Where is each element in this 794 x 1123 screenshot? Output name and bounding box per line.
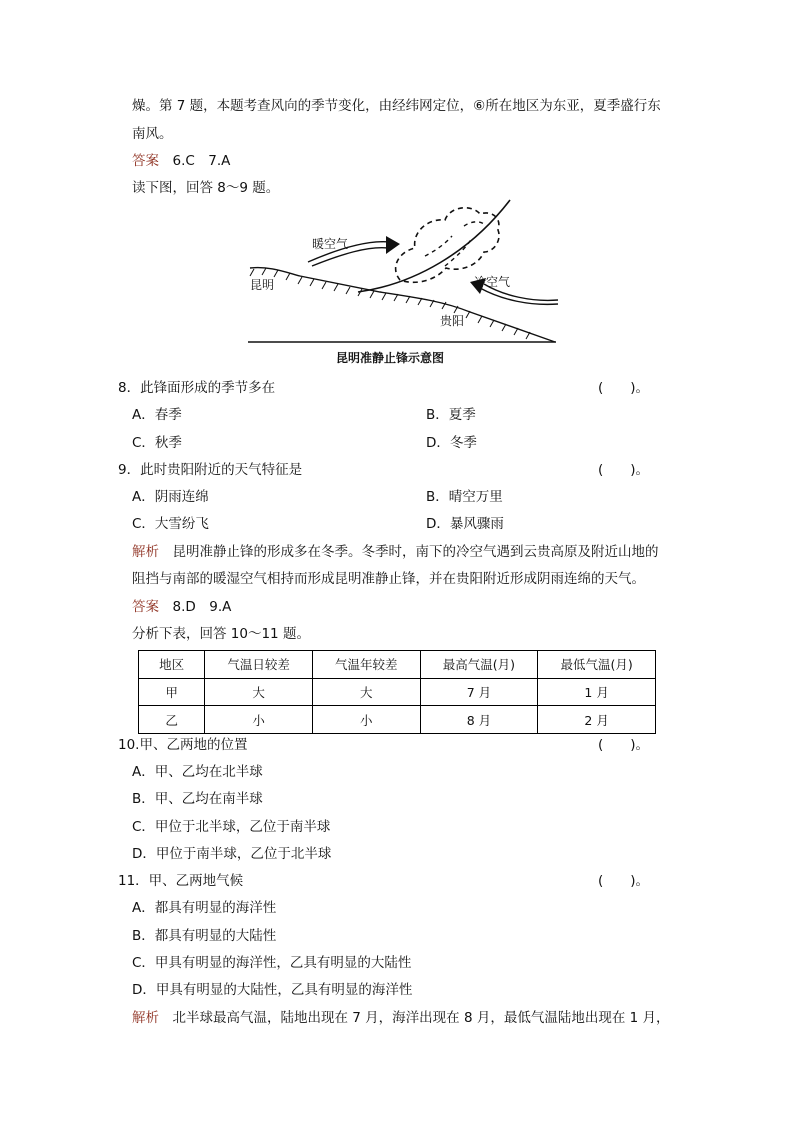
table-cell: 甲 (139, 678, 205, 706)
table-cell: 1 月 (538, 678, 656, 706)
table-cell: 大 (205, 678, 313, 706)
guiyang-label: 贵阳 (440, 314, 465, 328)
cloud-outline (396, 208, 499, 283)
analysis-prev-line-2: 南风。 (132, 126, 173, 142)
table-cell: 大 (312, 678, 420, 706)
table-header-cell: 最低气温(月) (538, 651, 656, 679)
table-header-cell: 气温日较差 (205, 651, 313, 679)
answer-line-2 (132, 597, 231, 617)
question-9-option-d: D．暴风骤雨 (426, 516, 504, 532)
question-9-stem: 9．此时贵阳附近的天气特征是 (118, 462, 303, 478)
answer-value: 6.C 7.A (172, 153, 231, 169)
table-instruction: 分析下表，回答 10～11 题。 (132, 626, 310, 642)
question-11-option-c: C．甲具有明显的海洋性，乙具有明显的大陆性 (132, 955, 412, 971)
question-8-option-d: D．冬季 (426, 435, 477, 451)
table-header-cell: 最高气温(月) (420, 651, 538, 679)
table-cell: 2 月 (538, 706, 656, 734)
climate-table (138, 650, 656, 734)
question-9-option-a: A．阴雨连绵 (132, 489, 209, 505)
table-header-row (139, 651, 656, 679)
question-10-stem: 10.甲、乙两地的位置 (118, 737, 248, 753)
analysis-8-9-line-2: 阻挡与南部的暖湿空气相持而形成昆明准静止锋，并在贵阳附近形成阴雨连绵的天气。 (132, 571, 645, 587)
answer-line-1 (132, 151, 230, 171)
table-cell: 8 月 (420, 706, 538, 734)
table-row (139, 678, 656, 706)
table-cell: 乙 (139, 706, 205, 734)
question-8-option-b: B．夏季 (426, 407, 476, 423)
question-8-option-a: A．春季 (132, 407, 182, 423)
question-10-option-c: C．甲位于北半球，乙位于南半球 (132, 819, 331, 835)
kunming-label: 昆明 (250, 278, 275, 292)
question-11-stem: 11．甲、乙两地气候 (118, 873, 244, 889)
question-9-option-b: B．晴空万里 (426, 489, 503, 505)
table-header-cell: 地区 (139, 651, 205, 679)
table-cell: 小 (205, 706, 313, 734)
question-8-option-c: C．秋季 (132, 435, 182, 451)
question-8-stem: 8．此锋面形成的季节多在 (118, 380, 276, 396)
question-10-option-b: B．甲、乙均在南半球 (132, 791, 263, 807)
analysis-prev-line-1: 燥。第 7 题，本题考查风向的季节变化，由经纬网定位，⑥所在地区为东亚，夏季盛行东 (132, 98, 661, 114)
table-cell: 小 (312, 706, 420, 734)
question-8-paren: ( )。 (598, 380, 650, 396)
analysis-label: 解析 (132, 544, 159, 560)
cold-air-arrow (480, 288, 558, 304)
question-10-option-a: A．甲、乙均在北半球 (132, 764, 263, 780)
table-header-cell: 气温年较差 (312, 651, 420, 679)
figure-caption: 昆明准静止锋示意图 (336, 351, 445, 365)
cloud-inner-lines (425, 222, 484, 266)
table-row (139, 706, 656, 734)
answer-label: 答案 (132, 153, 159, 169)
question-9-option-c: C．大雪纷飞 (132, 516, 209, 532)
question-10-option-d: D．甲位于南半球，乙位于北半球 (132, 846, 332, 862)
analysis-label: 解析 (132, 1010, 159, 1026)
question-10-paren: ( )。 (598, 737, 650, 753)
answer-value: 8.D 9.A (172, 599, 232, 615)
analysis-10-11-line-1: 解析 北半球最高气温，陆地出现在 7 月，海洋出现在 8 月，最低气温陆地出现在 1 月， (132, 1010, 670, 1026)
question-11-paren: ( )。 (598, 873, 650, 889)
question-11-option-d: D．甲具有明显的大陆性，乙具有明显的海洋性 (132, 982, 413, 998)
analysis-8-9-line-1: 解析 昆明准静止锋的形成多在冬季。冬季时，南下的冷空气遇到云贵高原及附近山地的 (132, 544, 659, 560)
answer-label: 答案 (132, 599, 159, 615)
question-11-option-b: B．都具有明显的大陆性 (132, 928, 277, 944)
table-cell: 7 月 (420, 678, 538, 706)
front-diagram (240, 196, 560, 368)
question-11-option-a: A．都具有明显的海洋性 (132, 900, 277, 916)
read-figure-instruction: 读下图，回答 8～9 题。 (132, 180, 280, 196)
question-9-paren: ( )。 (598, 462, 650, 478)
cold-air-label: 冷空气 (474, 275, 511, 289)
warm-air-label: 暖空气 (312, 237, 349, 251)
